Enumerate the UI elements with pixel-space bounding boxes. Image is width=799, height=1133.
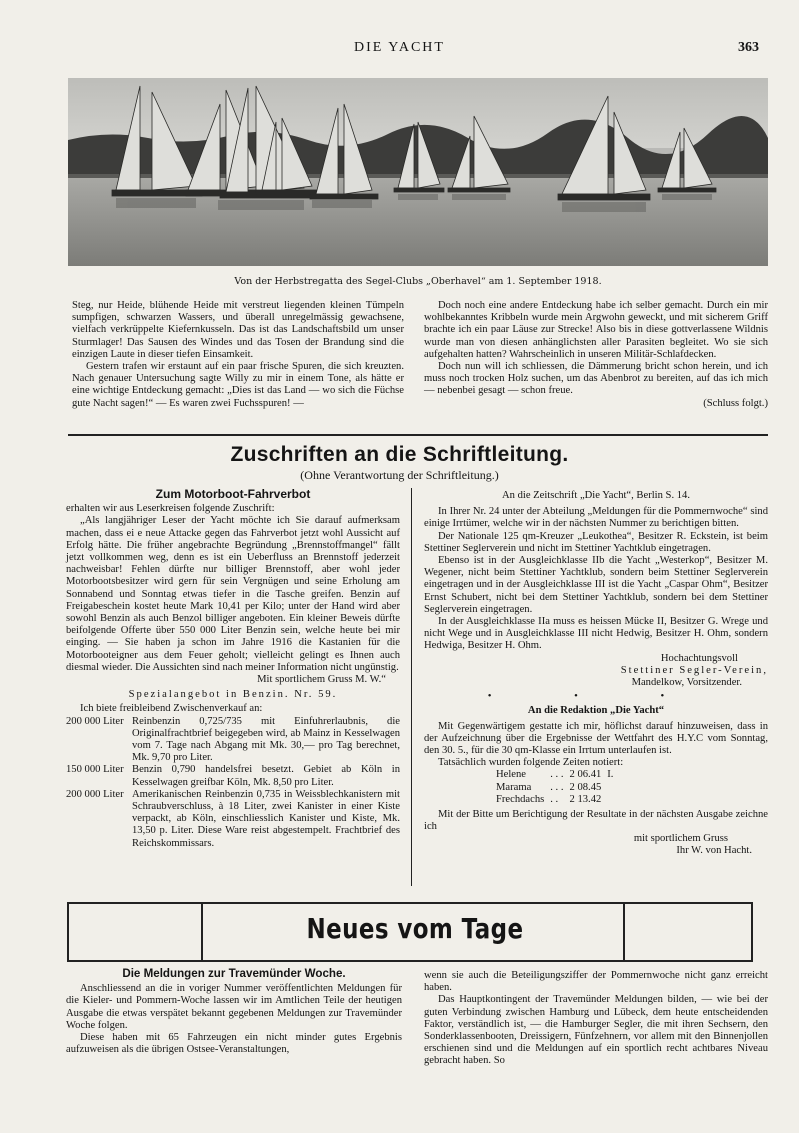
section-subtitle: (Ohne Verantwortung der Schriftleitung.) (300, 468, 499, 482)
times-table (496, 769, 619, 806)
running-head: DIE YACHT (354, 40, 445, 55)
offer-table (66, 716, 400, 850)
times-row (496, 794, 619, 806)
section-title: Zuschriften an die Schriftleitung. (230, 443, 569, 466)
letter-stettin-p4: In der Ausgleichklasse IIa muss es heissen Mücke II, Besitzer G. Wrege und nicht Wege und in Ausgleichklasse III nicht Hedwig, Besitzer H. Ohm, sondern Hedwiga, Besitzer H. Ohm. (424, 616, 768, 652)
times-time: 2 06.41 (569, 769, 602, 781)
offer-intro: Ich biete freibleibend Zwischenverkauf an: (80, 703, 263, 715)
times-place (607, 794, 619, 806)
photo-caption: Von der Herbstregatta des Segel-Clubs „Oberhavel“ am 1. September 1918. (234, 276, 602, 287)
letter-motorboot (66, 488, 400, 850)
times-dots: . . . (550, 781, 564, 793)
letter-stettin-p2: Der Nationale 125 qm-Kreuzer „Leukothea“, Besitzer R. Eckstein, ist beim Stettiner Seglerverein und nicht im Stettiner Yachtklub eingetragen. (424, 530, 768, 554)
offer-text: Reinbenzin 0,725/735 mit Einfuhrerlaubnis, die Originalfrachtbrief beigegeben wird, ab Mainz in Kesselwagen vom 7. Tage nach Abgang mit Mk. 30,— pro Tag berechnet, Mk. 9,70 pro Liter. (132, 715, 400, 764)
letter-stettin-signer: Mandelkow, Vorsitzender. (631, 677, 742, 689)
offer-row (66, 789, 400, 850)
times-time: 2 08.45 (569, 781, 602, 793)
page-number: 363 (738, 40, 759, 55)
letter-stettin-p3: Ebenso ist in der Ausgleichklasse IIb die Yacht „Westerkop“, Besitzer M. Wegener, nicht beim Stettiner Yachtklub, sondern beim Stettiner Seglerverein eingetragen und in der Ausgleichklasse III ist die Yacht „Caspar Ohm“, Besitzer Ernst Schubert, nicht bei dem Stettiner Yachtklub, sondern bei dem Stettiner Seglerverein eingetragen. (424, 555, 768, 615)
times-dots: . . . (550, 769, 564, 781)
times-row (496, 782, 619, 794)
letter-redaktion-p1: Mit Gegenwärtigem gestatte ich mir, höflichst darauf hinzuweisen, dass in der Aufzeichnung über die Ergebnisse der Wettfahrt des H.Y.C vom Sonntag, den 30. 5., für die 30 qm-Klasse ein Irrtum unterlaufen ist. (424, 720, 768, 757)
times-boat: Helene (496, 769, 526, 781)
letter-stettin-closing: Hochachtungsvoll (660, 652, 738, 664)
letter-motorboot-heading: Zum Motorboot-Fahrverbot (155, 487, 311, 501)
letter-redaktion-signer: Ihr W. von Hacht. (676, 845, 752, 857)
story-left-column (72, 300, 404, 410)
regatta-photo (68, 78, 768, 266)
news-left-paragraph-2: Diese haben mit 65 Fahrzeugen ein nicht minder gutes Ergebnis aufzuweisen als die übrigen Ostsee-Veranstaltungen, (66, 1032, 402, 1056)
letter-motorboot-greeting: Mit sportlichem Gruss M. W.“ (257, 674, 386, 686)
offer-row (66, 764, 400, 788)
news-right-paragraph-2: Das Hauptkontingent der Travemünder Meldungen bilden, — wie bei der guten Verbindung zwischen Hamburg und Lübeck, dem heute entscheidenden Faktor, verständlich ist, — die Hamburger Segler, die mit ihren Sechsern, den Sonderklassenbooten, Dreissigern, Fünfzehnern, vor allem mit den Binnenjollen erschienen sind und die Meldungen auf ein sportlich recht achtbares Niveau gebracht haben. So (424, 994, 768, 1067)
story-left-paragraph-1: Steg, nur Heide, blühende Heide mit verstreut liegenden kleinen Tümpeln sumpfigen, schwarzen Wassers, und überall unregelmässig gewachsene, vielfach verkrüppelte Kiefernkusseln. Das ist das Landschaftsbild um unser Sturmlager! Das Sausen des Windes und das Tosen der Brandung sind die einzigen Laute in dieser tiefen Einsamkeit. (72, 300, 404, 360)
news-left-paragraph-1: Anschliessend an die in voriger Nummer veröffentlichten Meldungen für die Kieler- und Pommern-Woche lassen wir im Amtlichen Teile der heutigen Ausgabe die etwas verspätet bekannt gegebenen Meldungen zur Travemünder Woche folgen. (66, 983, 402, 1031)
offer-title: Spezialangebot in Benzin. Nr. 59. (128, 689, 338, 701)
offer-qty: 200 000 Liter (66, 788, 124, 800)
times-dots: . . (550, 794, 559, 806)
times-place: I. (607, 769, 614, 781)
offer-text: Amerikanischen Reinbenzin 0,735 in Weissblechkanistern mit Schraubverschluss, à 18 Liter, zwei Kanister in einer Kiste verpackt, ab Köln, einschliesslich Kanister und Kiste, Mk. 13,50 p. Liter. Diese Ware reist abgestempelt. Frachtbrief des Reichskommissars. (132, 788, 400, 849)
story-right-column (424, 300, 768, 410)
regatta-photo-svg (68, 78, 768, 266)
letter-stettin (424, 490, 768, 858)
news-right-column (424, 970, 768, 1068)
section-divider (68, 434, 768, 436)
letter-stettin-org: Stettiner Segler-Verein, (620, 664, 768, 676)
banner-title: Neues vom Tage (306, 912, 524, 945)
offer-row (66, 716, 400, 765)
offer-qty: 200 000 Liter (66, 715, 124, 727)
offer-text: Benzin 0,790 handelsfrei besetzt. Gebiet ab Köln in Kesselwagen greifbar Köln, Mk. 8,50 pro Liter. (132, 764, 400, 788)
letter-stettin-p1: In Ihrer Nr. 24 unter der Abteilung „Meldungen für die Pommernwoche“ sind einige Irrtümer, welche wir in der nächsten Nummer zu berichtigen bitten. (424, 506, 768, 530)
offer-qty: 150 000 Liter (66, 764, 124, 776)
letter-redaktion-heading: An die Redaktion „Die Yacht“ (527, 705, 665, 717)
story-right-paragraph-2: Doch nun will ich schliessen, die Dämmerung bricht schon herein, und ich muss noch trocken Holz suchen, um das Abenbrot zu bereiten, auf das ich mich — nebenbei gesagt — schon freue. (424, 361, 768, 397)
times-time: 2 13.42 (569, 794, 602, 806)
letter-redaktion-p2: Mit der Bitte um Berichtigung der Resultate in der nächsten Ausgabe zeichne ich (424, 808, 768, 832)
letter-motorboot-body: „Als langjähriger Leser der Yacht möchte ich Sie darauf aufmerksam machen, dass ei e neue Attacke gegen das Fahrverbot jetzt wohl Aussicht auf Erfolg hätte. Die früher angebrachte Begründung „Brennstoffmangel“ fällt jetzt vollkommen weg, denn es ist ein Ueberfluss an Brennstoff jederzeit nachweisbar! Fehlen dürfte nur billiger Brennstoff, aber wohl jeder Motorbootsbesitzer wird gern für sein Vergnügen und seine Erholung am Sonnabend und Sonntag etwas tiefer in die Tasche greifen. Benzin auf Freigabeschein kostet heute Mark 10,41 per Kilo; unter der Hand wird aber sowohl Benzin als auch Benzol billiger angeboten. Ein kleiner Beweis dürfte beifolgende Offerte über 550 000 Liter Benzin sein, welche heute bei mir einging. — Sie haben ja schon im Jahre 1916 die Kastanien für die Motorbooteigner aus dem Feuer geholt; vielleicht gelingt es Ihnen auch diesmal wieder. Die Aussichten sind nach meiner Information nicht ungünstig. (66, 515, 400, 673)
story-right-paragraph-1: Doch noch eine andere Entdeckung habe ich selber gemacht. Durch ein mir wohlbekanntes Kribbeln wurde mein Argwohn geweckt, und mit sicherem Griff brachte ich ein paar Läuse zur Strecke! Also bis in diese gottverlassene Wildnis wurde man von diesen anhänglichsten aller Parasiten begleitet. Wo sie sich aufgehalten hatten? Wahrscheinlich in unseren Militär-Schlafdecken. (424, 300, 768, 360)
story-left-paragraph-2: Gestern trafen wir erstaunt auf ein paar frische Spuren, die sich kreuzten. Nach genauer Untersuchung sagte Willy zu mir in einem Tone, als hätte er eine wichtige Entdeckung gemacht: „Dies ist das Land — wo sich die Füchse gute Nacht sagen!“ — Es waren zwei Fuchsspuren! — (72, 361, 404, 409)
times-intro: Tatsächlich wurden folgende Zeiten notiert: (438, 757, 624, 769)
times-boat: Frechdachs (496, 794, 545, 806)
times-boat: Marama (496, 781, 532, 793)
times-place (607, 782, 619, 794)
letter-stettin-address: An die Zeitschrift „Die Yacht“, Berlin S. 14. (501, 490, 690, 501)
column-divider (411, 488, 412, 886)
letter-motorboot-intro: erhalten wir aus Leserkreisen folgende Zuschrift: (66, 503, 275, 515)
neues-vom-tage-banner (67, 902, 753, 962)
separator-dots: • • • (487, 691, 705, 703)
letter-redaktion-greeting: mit sportlichem Gruss (633, 833, 728, 845)
banner-right-box (623, 904, 751, 960)
news-heading: Die Meldungen zur Travemünder Woche. (122, 967, 346, 980)
story-end-note: (Schluss folgt.) (703, 397, 768, 409)
news-right-paragraph-1: wenn sie auch die Beteiligungsziffer der Pommernwoche nicht ganz erreicht haben. (424, 970, 768, 994)
news-left-column (66, 968, 402, 1056)
times-row (496, 769, 619, 781)
banner-left-box (69, 904, 203, 960)
